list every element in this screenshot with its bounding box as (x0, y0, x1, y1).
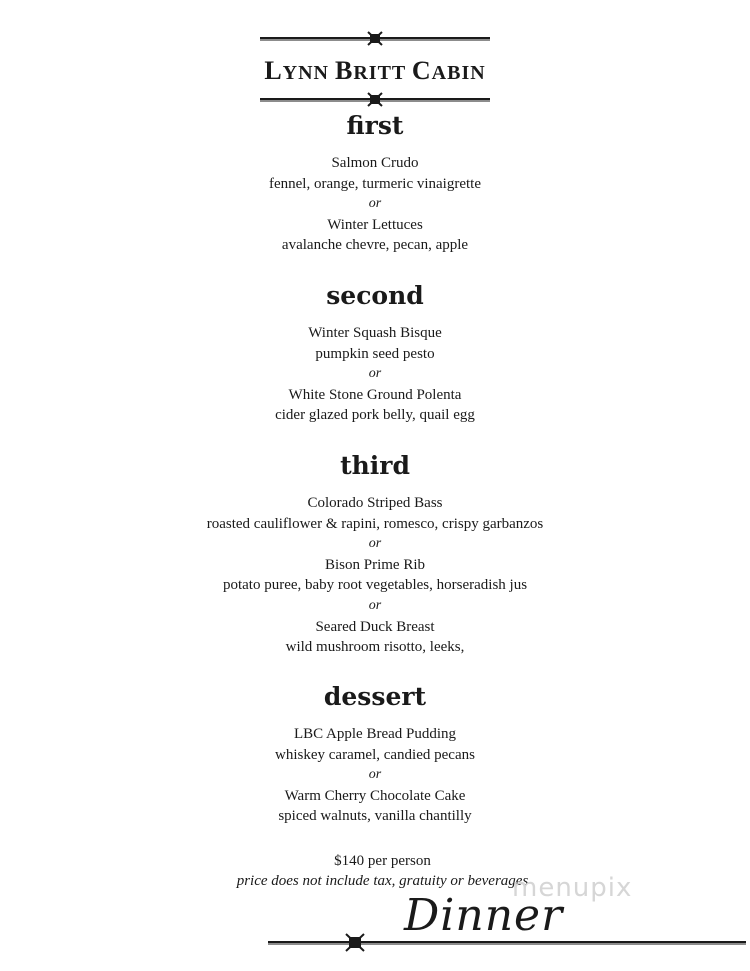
dish-name: Warm Cherry Chocolate Cake (284, 787, 466, 804)
dish-description: pumpkin seed pesto (315, 345, 435, 362)
restaurant-title: LYNN BRITT CABIN (264, 56, 486, 85)
dish-description: wild mushroom risotto, leeks, (285, 639, 465, 656)
dish-description: spiced walnuts, vanilla chantilly (278, 808, 472, 825)
dish-name: Seared Duck Breast (315, 618, 435, 635)
dish-name: Bison Prime Rib (324, 556, 425, 573)
course-heading: first (346, 111, 404, 140)
course-first (0, 111, 750, 256)
dish-description: whiskey caramel, candied pecans (275, 746, 475, 763)
dish-description: roasted cauliflower & rapini, romesco, crispy garbanzos (206, 515, 544, 532)
barbed-wire-bottom (266, 932, 748, 952)
dish-description: avalanche chevre, pecan, apple (281, 237, 469, 254)
barbed-wire-top (258, 30, 492, 46)
course-second (0, 281, 750, 426)
barbed-wire-under-title (258, 91, 492, 107)
dish-description: fennel, orange, turmeric vinaigrette (269, 175, 481, 192)
dish-description: cider glazed pork belly, quail egg (275, 407, 475, 424)
course-heading: second (326, 281, 424, 310)
dinner-script-label: Dinner (404, 890, 564, 941)
or-separator: or (368, 366, 382, 382)
course-heading: dessert (323, 682, 427, 711)
dish-name: White Stone Ground Polenta (288, 386, 462, 403)
course-dessert (0, 682, 750, 827)
dish-name: Colorado Striped Bass (307, 495, 443, 511)
dish-description: potato puree, baby root vegetables, horseradish jus (222, 577, 528, 594)
dish-name: Salmon Crudo (331, 155, 419, 171)
dish-name: Winter Squash Bisque (308, 325, 442, 341)
or-separator: or (368, 597, 382, 613)
or-separator: or (368, 767, 382, 783)
or-separator: or (368, 196, 382, 212)
dish-name: Winter Lettuces (327, 216, 423, 233)
dish-name: LBC Apple Bread Pudding (293, 726, 457, 742)
price-block (0, 851, 750, 891)
price-note: price does not include tax, gratuity or beverages (236, 873, 529, 889)
price-per-person: $140 per person (334, 853, 431, 869)
or-separator: or (368, 536, 382, 552)
course-heading: third (340, 451, 410, 480)
watermark: menupix (512, 873, 633, 903)
course-third (0, 451, 750, 658)
